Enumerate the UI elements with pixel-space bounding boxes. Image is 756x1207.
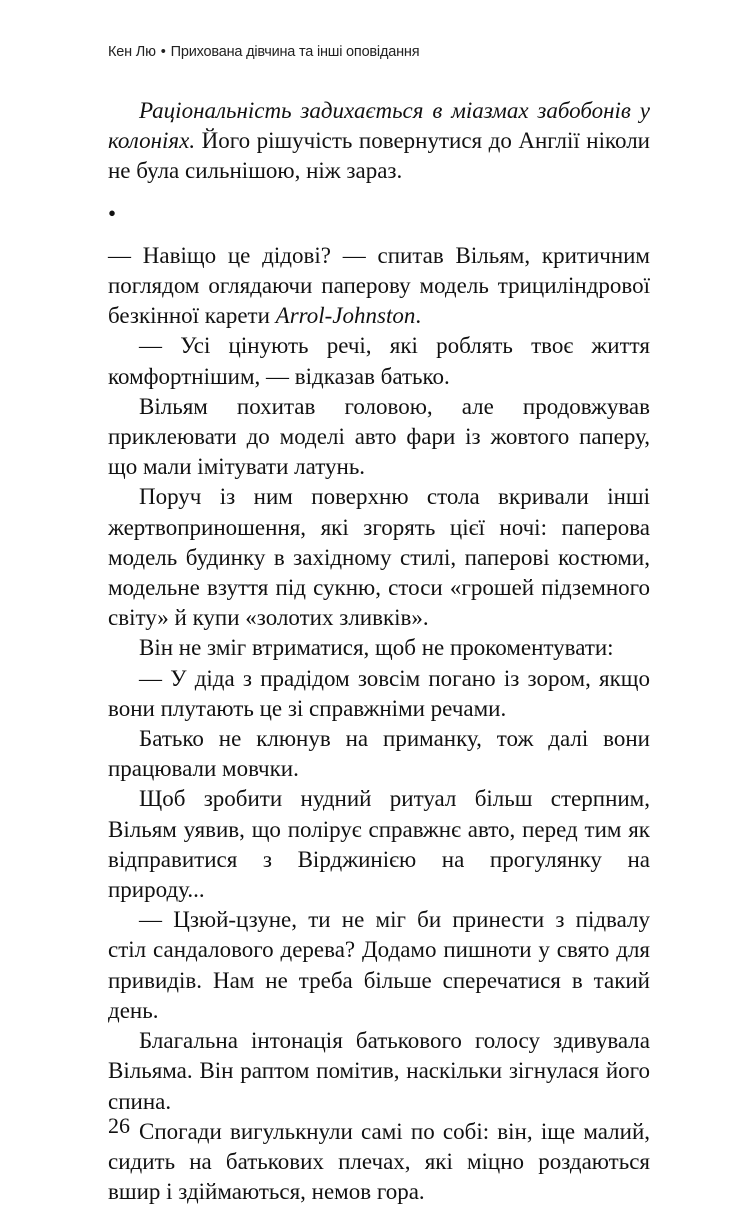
paragraph [108, 96, 650, 187]
paragraph: Батько не клюнув на приманку, тож далі вони працювали мовчки. [108, 726, 650, 782]
page-number: 26 [108, 1113, 130, 1138]
paragraph: Вільям похитав головою, але продовжував приклеювати до моделі авто фари із жовтого паперу, що мали імітувати латунь. [108, 393, 650, 480]
header-book-title: Прихована дівчина та інші оповідання [170, 44, 420, 60]
section-break: • [108, 200, 117, 226]
body-text [108, 96, 650, 1207]
header-author: Кен Лю [108, 44, 156, 60]
italic-thought: Раціональність задихається в міазмах забобонів у колоніях. [108, 98, 650, 154]
paragraph: — У діда з прадідом зовсім погано із зором, якщо вони плутають це зі справжніми речами. [108, 665, 650, 721]
paragraph: Спогади вигулькнули самі по собі: він, іще малий, сидить на батькових плечах, які міцно роздаються вшир і здіймаються, немов гора. [108, 1118, 650, 1205]
paragraph-text: Його рішучість повернутися до Англії ніколи не була сильнішою, ніж зараз. [108, 128, 650, 184]
paragraph: Щоб зробити нудний ритуал більш стерпним, Вільям уявив, що полірує справжнє авто, перед тим як відправитися з Вірджинією на прогулянку на природу... [108, 786, 650, 903]
italic-car-name: Arrol-Johnston [275, 303, 416, 329]
paragraph: — Цзюй-цзуне, ти не міг би принести з підвалу стіл сандалового дерева? Додамо пишноти у свято для привидів. Нам не треба більше сперечатися в такий день. [108, 907, 650, 1023]
header-separator: • [160, 44, 166, 60]
paragraph [108, 241, 650, 332]
paragraph: — Усі цінують речі, які роблять твоє життя комфортнішим, — відказав батько. [108, 333, 650, 389]
paragraph-text: — Навіщо це дідові? — спитав Вільям, критичним поглядом оглядаючи паперову модель трициліндрової безкінної карети [108, 242, 650, 329]
paragraph: Благальна інтонація батькового голосу здивувала Вільяма. Він раптом помітив, наскільки зігнулася його спина. [108, 1028, 650, 1114]
paragraph: Він не зміг втриматися, щоб не прокоментувати: [139, 635, 614, 661]
running-header [108, 44, 419, 60]
paragraph: Поруч із ним поверхню стола вкривали інші жертвоприношення, які згорять цієї ночі: паперова модель будинку в західному стилі, паперові костюми, модельне взуття під сукню, стоси «грошей підземного світу» й купи «золотих зливків». [108, 484, 650, 631]
paragraph-text: . [415, 303, 422, 329]
